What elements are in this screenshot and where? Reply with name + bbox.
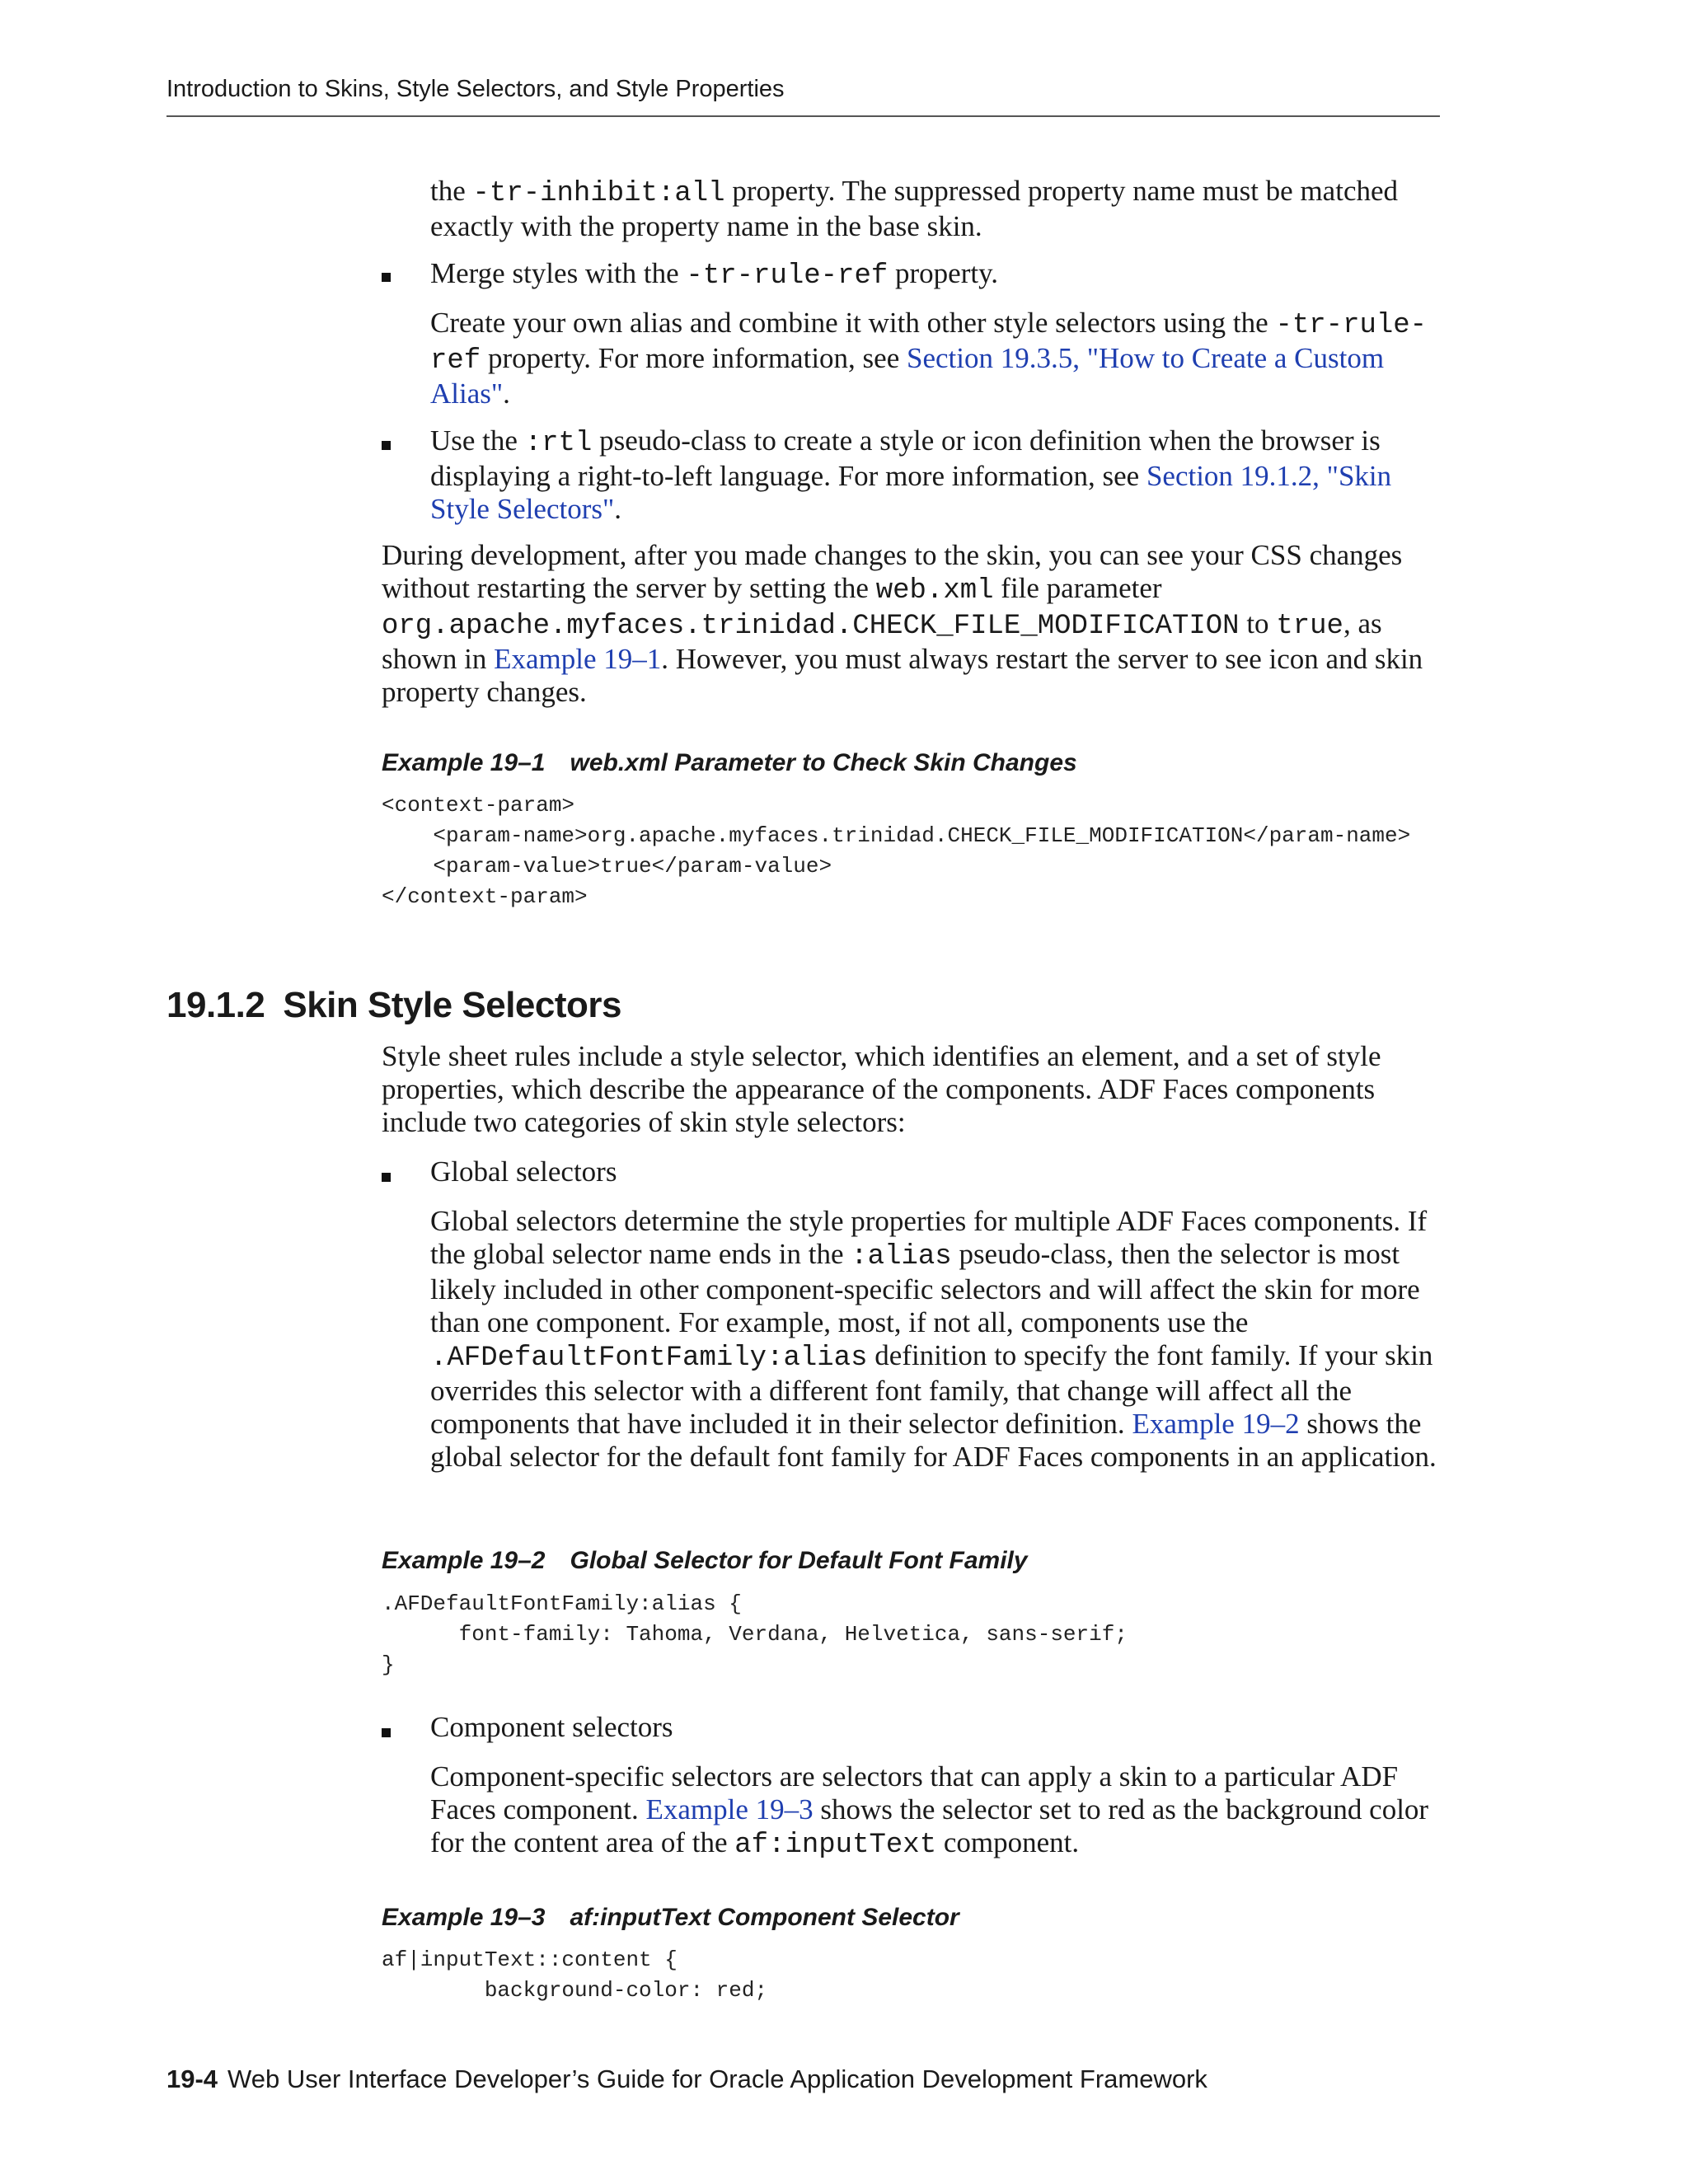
example-label: Example 19–1 <box>382 749 546 776</box>
example-title: web.xml Parameter to Check Skin Changes <box>570 749 1077 776</box>
example-caption <box>382 749 1077 777</box>
inline-code: web.xml <box>875 575 994 607</box>
link-example-19-1[interactable]: Example 19–1 <box>494 643 662 675</box>
code-block: af|inputText::content { background-color: red; <box>382 1947 768 2003</box>
example-title: Global Selector for Default Font Family <box>570 1547 1028 1574</box>
example-label: Example 19–2 <box>382 1547 546 1574</box>
development-paragraph: During development, after you made changes to the skin, you can see your CSS changes without restarting the server by setting the web.xml file parameter org.apache.myfaces.trinidad.CHECK_FILE_MODIFICATION to true, as shown in Example 19–1. However, you must always restart the server to see icon and skin property changes. <box>382 539 1423 708</box>
bullet-merge-styles: Merge styles with the -tr-rule-ref property. <box>430 257 999 292</box>
page-number: 19-4 <box>166 2064 218 2093</box>
bullet-component-selectors: Component selectors <box>430 1711 673 1743</box>
book-title: Web User Interface Developer’s Guide for Oracle Application Development Framework <box>227 2064 1207 2093</box>
global-selectors-paragraph: Global selectors determine the style properties for multiple ADF Faces components. If the global selector name ends in the :alias pseudo-class, then the selector is most likely included in other component-specific selectors and will affect the skin for more than one component. For example, most, if not all, components use the .AFDefaultFontFamily:alias definition to specify the font family. If your skin overrides this selector with a different font family, that change will affect all the components that have included it in their selector definition. Example 19–2 shows the global selector for the default font family for ADF Faces components in an application. <box>430 1205 1437 1473</box>
section-intro-paragraph: Style sheet rules include a style selector, which identifies an element, and a set of style properties, which describe the appearance of the components. ADF Faces components include two categories of skin style selectors: <box>382 1040 1381 1138</box>
page-footer <box>166 2064 1207 2094</box>
bullet-global-selectors: Global selectors <box>430 1155 617 1188</box>
code-block: .AFDefaultFontFamily:alias { font-family: Tahoma, Verdana, Helvetica, sans-serif; } <box>382 1591 1128 1677</box>
link-example-19-3[interactable]: Example 19–3 <box>645 1793 814 1825</box>
code-block: <context-param> <param-name>org.apache.myfaces.trinidad.CHECK_FILE_MODIFICATION</param-name> <param-value>true</param-value> </context-param> <box>382 793 1411 909</box>
inline-code: .AFDefaultFontFamily:alias <box>430 1343 868 1374</box>
section-title: Skin Style Selectors <box>283 985 621 1025</box>
alias-paragraph: Create your own alias and combine it with other style selectors using the -tr-rule-ref property. For more information, see Section 19.3.5, "How to Create a Custom Alias". <box>430 307 1428 410</box>
link-section-19-3-5[interactable]: Section 19.3.5, "How to Create a Custom Alias" <box>430 342 1385 410</box>
inline-code: true <box>1276 611 1343 642</box>
example-title: af:inputText Component Selector <box>570 1904 959 1931</box>
link-section-19-1-2[interactable]: Section 19.1.2, "Skin Style Selectors" <box>430 460 1392 525</box>
example-caption <box>382 1904 959 1932</box>
bullet-marker <box>382 273 391 282</box>
bullet-marker <box>382 1173 391 1182</box>
inline-code: af:inputText <box>734 1830 937 1861</box>
continuation-paragraph: the -tr-inhibit:all property. The suppressed property name must be matched exactly with the property name in the base skin. <box>430 175 1399 242</box>
link-example-19-2[interactable]: Example 19–2 <box>1132 1408 1300 1440</box>
header-rule <box>166 115 1440 117</box>
bullet-marker <box>382 1728 391 1737</box>
bullet-rtl: Use the :rtl pseudo-class to create a style or icon definition when the browser is displaying a right-to-left language. For more information, see Section 19.1.2, "Skin Style Selectors". <box>430 424 1392 525</box>
section-heading <box>166 985 621 1026</box>
inline-code: org.apache.myfaces.trinidad.CHECK_FILE_MODIFICATION <box>382 611 1240 642</box>
example-caption <box>382 1547 1028 1575</box>
inline-code: -tr-inhibit:all <box>472 178 725 209</box>
example-label: Example 19–3 <box>382 1904 546 1931</box>
component-selectors-paragraph: Component-specific selectors are selectors that can apply a skin to a particular ADF Faces component. Example 19–3 shows the selector set to red as the background color for the content area of the af:inputText component. <box>430 1760 1429 1861</box>
inline-code: -tr-rule-ref <box>430 310 1428 377</box>
inline-code: :alias <box>851 1241 952 1272</box>
running-header: Introduction to Skins, Style Selectors, and Style Properties <box>166 76 785 102</box>
section-number: 19.1.2 <box>166 985 265 1025</box>
inline-code: -tr-rule-ref <box>686 260 889 292</box>
inline-code: :rtl <box>524 428 593 459</box>
bullet-marker <box>382 441 391 450</box>
